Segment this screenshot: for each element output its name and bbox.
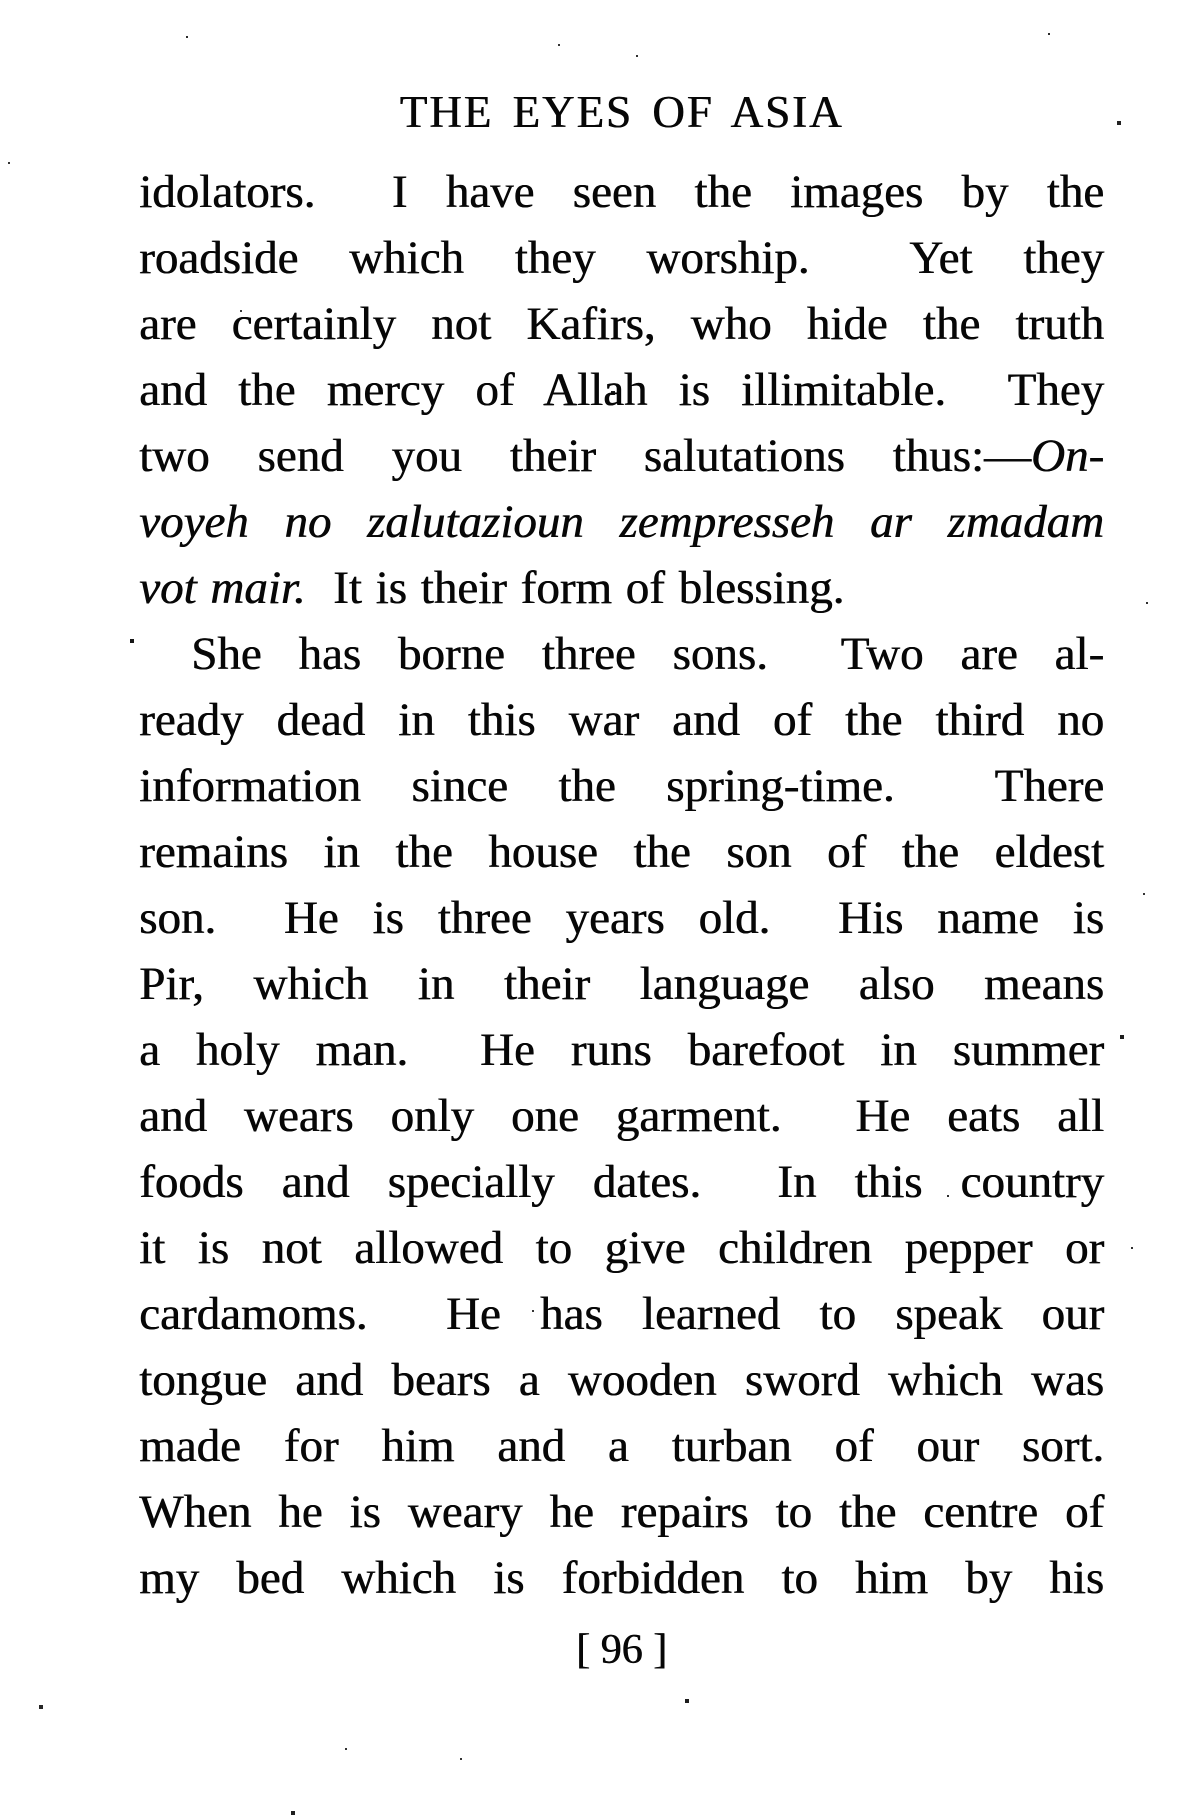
text-segment: When he is weary he repairs to the centre of: [139, 1486, 1104, 1538]
text-segment: cardamoms. He has learned to speak our: [139, 1288, 1104, 1340]
italic-text-segment: vot mair.: [139, 562, 306, 614]
text-line: [139, 489, 1104, 555]
text-segment: roadside which they worship. Yet they: [139, 232, 1104, 284]
text-line: [139, 225, 1104, 291]
text-segment: are certainly not Kafirs, who hide the truth: [139, 298, 1104, 350]
page-number: [ 96 ]: [576, 1627, 667, 1673]
text-line: [139, 555, 1104, 621]
text-segment: ready dead in this war and of the third no: [139, 694, 1104, 746]
running-header: THE EYES OF ASIA: [399, 87, 844, 137]
text-segment: foods and specially dates. In this country: [139, 1156, 1104, 1208]
text-line: [139, 1545, 1104, 1611]
text-line: [139, 1149, 1104, 1215]
text-segment: Pir, which in their language also means: [139, 958, 1104, 1010]
text-line: [139, 621, 1104, 687]
italic-text-segment: voyeh no zalutazioun zempresseh ar zmadam: [139, 496, 1104, 548]
text-line: [139, 1215, 1104, 1281]
text-segment: She has borne three sons. Two are al-: [191, 628, 1104, 680]
text-line: [139, 159, 1104, 225]
italic-text-segment: On-: [1030, 430, 1104, 482]
text-line: [139, 1017, 1104, 1083]
text-line: [139, 357, 1104, 423]
text-line: [139, 819, 1104, 885]
text-line: [139, 1347, 1104, 1413]
text-line: [139, 687, 1104, 753]
text-line: [139, 1281, 1104, 1347]
scan-speck-noise: [0, 0, 2, 2]
text-line: [139, 1479, 1104, 1545]
text-segment: my bed which is forbidden to him by his: [139, 1552, 1104, 1604]
text-segment: made for him and a turban of our sort.: [139, 1420, 1104, 1472]
text-line: [139, 423, 1104, 489]
text-segment: information since the spring-time. There: [139, 760, 1104, 812]
text-line: [139, 291, 1104, 357]
text-line: [139, 951, 1104, 1017]
text-segment: remains in the house the son of the eldest: [139, 826, 1104, 878]
text-line: [139, 885, 1104, 951]
text-segment: two send you their salutations thus:—: [139, 430, 1031, 482]
text-segment: it is not allowed to give children pepper or: [139, 1222, 1104, 1274]
text-block: [139, 159, 1104, 1611]
text-segment: and the mercy of Allah is illimitable. They: [139, 364, 1104, 416]
text-segment: a holy man. He runs barefoot in summer: [139, 1024, 1104, 1076]
text-line: [139, 1413, 1104, 1479]
text-line: [139, 753, 1104, 819]
text-segment: idolators. I have seen the images by the: [139, 166, 1104, 218]
text-segment: It is their form of blessing.: [305, 562, 845, 614]
text-segment: tongue and bears a wooden sword which was: [139, 1354, 1104, 1406]
text-segment: and wears only one garment. He eats all: [139, 1090, 1104, 1142]
text-line: [139, 1083, 1104, 1149]
text-segment: son. He is three years old. His name is: [139, 892, 1104, 944]
